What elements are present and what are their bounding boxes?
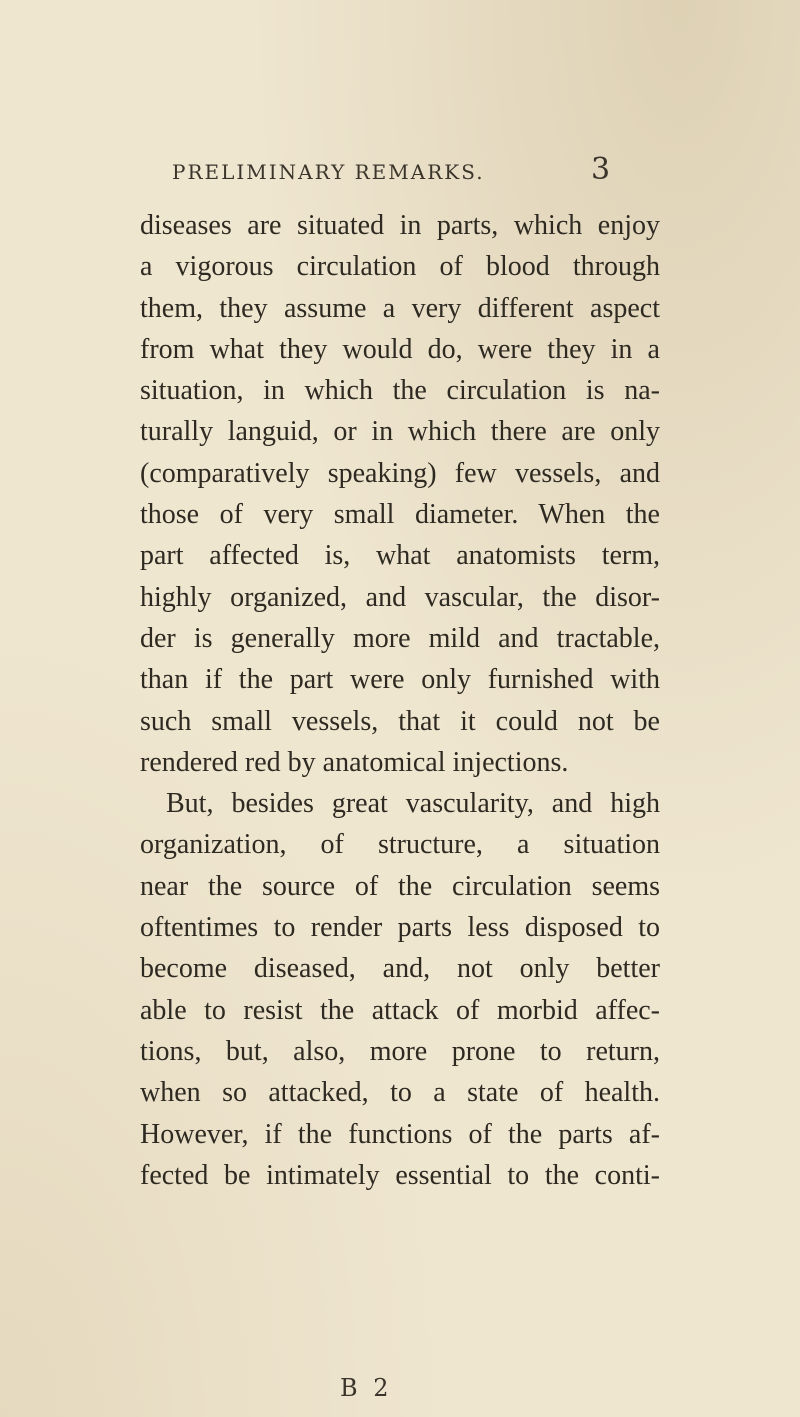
text-line: highly organized, and vascular, the disor- xyxy=(140,581,660,613)
text-line: rendered red by anatomical injections. xyxy=(140,746,569,778)
text-line: der is generally more mild and tractable, xyxy=(140,622,660,654)
signature-mark: B 2 xyxy=(340,1374,393,1402)
text-line: near the source of the circulation seems xyxy=(140,870,660,902)
text-line: But, besides great vascularity, and high xyxy=(166,788,660,820)
page-number: 3 xyxy=(591,152,611,187)
text-line: (comparatively speaking) few vessels, and xyxy=(140,457,660,489)
text-line: than if the part were only furnished with xyxy=(140,664,660,696)
text-line: those of very small diameter. When the xyxy=(140,499,660,531)
text-line: tions, but, also, more prone to return, xyxy=(140,1035,660,1067)
text-line: part affected is, what anatomists term, xyxy=(140,540,660,572)
text-line: However, if the functions of the parts af- xyxy=(140,1118,660,1150)
text-line: fected be intimately essential to the conti- xyxy=(140,1159,660,1191)
text-line: turally languid, or in which there are only xyxy=(140,416,660,448)
text-line: a vigorous circulation of blood through xyxy=(140,251,660,283)
text-line: oftentimes to render parts less disposed to xyxy=(140,912,660,944)
text-line: become diseased, and, not only better xyxy=(140,953,660,985)
text-line: diseases are situated in parts, which enjoy xyxy=(140,210,660,241)
text-line: from what they would do, were they in a xyxy=(140,333,660,365)
text-line: situation, in which the circulation is na- xyxy=(140,375,660,407)
body-text xyxy=(140,205,660,1196)
text-line: organization, of structure, a situation xyxy=(140,829,660,861)
text-line: able to resist the attack of morbid affec- xyxy=(140,994,660,1026)
text-line: when so attacked, to a state of health. xyxy=(140,1077,660,1109)
text-line: them, they assume a very different aspect xyxy=(140,292,660,324)
running-head: PRELIMINARY REMARKS. xyxy=(172,160,485,184)
text-line: such small vessels, that it could not be xyxy=(140,705,660,737)
